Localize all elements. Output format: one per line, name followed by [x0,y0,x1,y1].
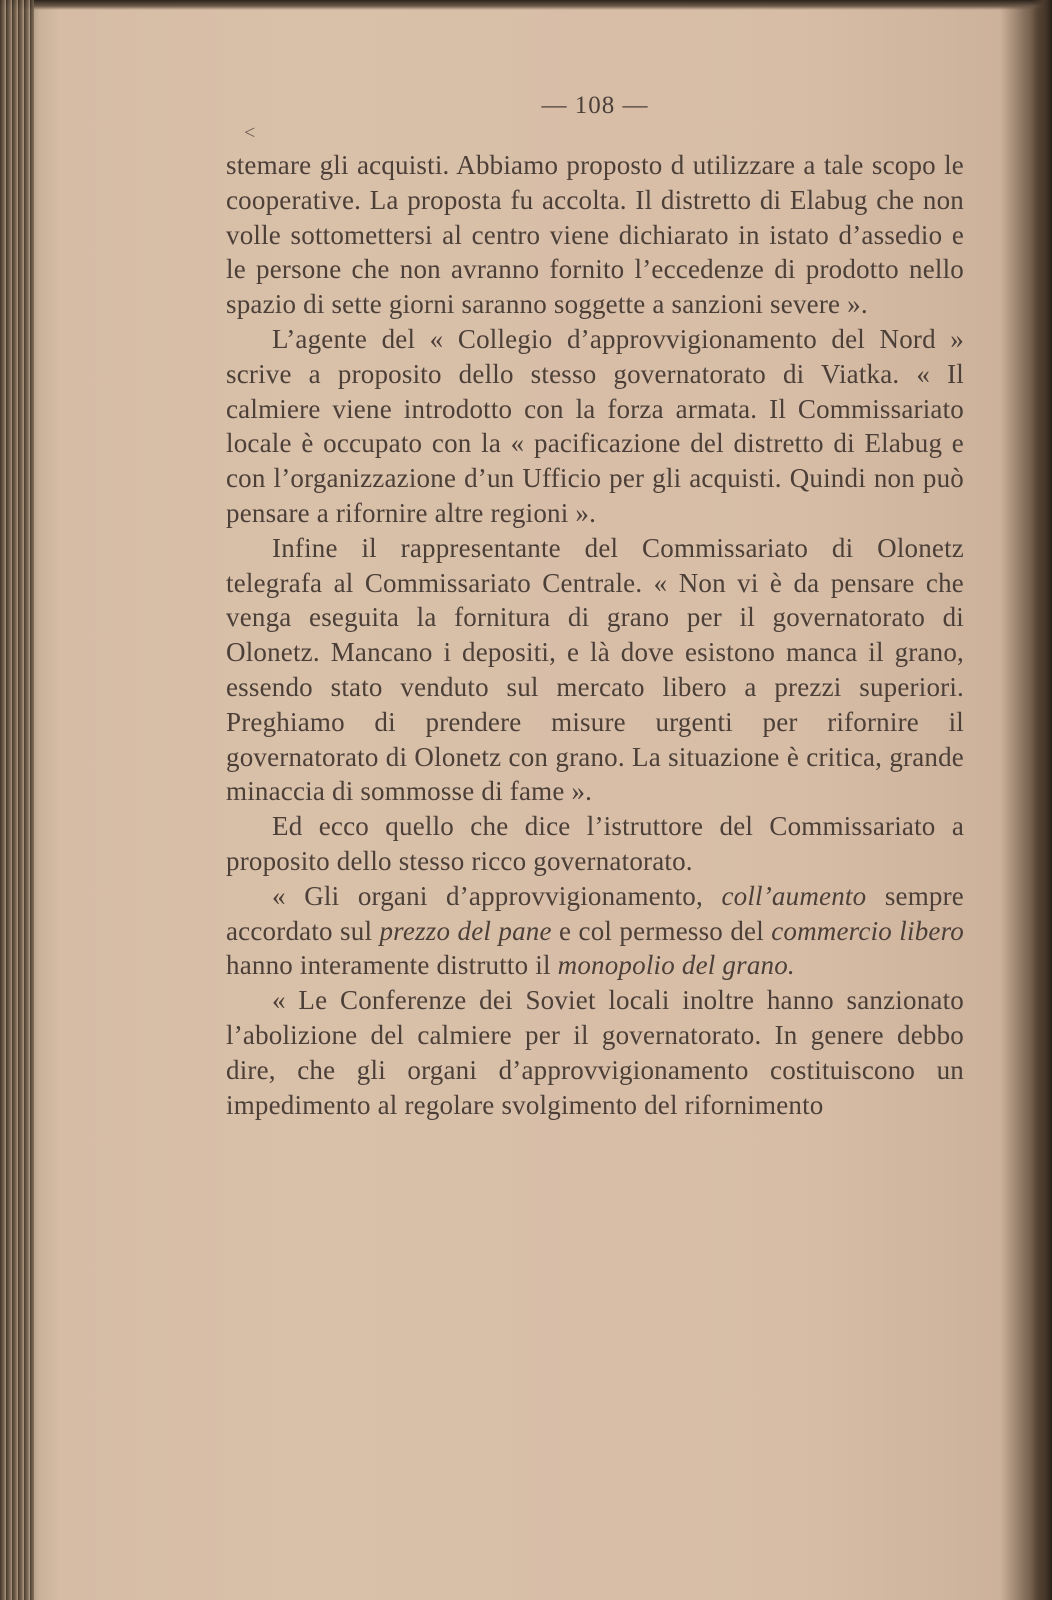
paragraph [226,322,964,531]
text-segment: Ed ecco quello che dice l’istruttore del Commissariato a proposito dello stesso ricco governatorato. [226,811,964,876]
text-segment: « Le Conferenze dei Soviet locali inoltre hanno sanzionato l’abolizione del calmiere per il governatorato. In genere debbo dire, che gli organi d’approvvigionamento costituiscono un impedimento al regolare svolgimento del rifornimento [226,985,964,1120]
paragraph [226,809,964,879]
page-top-edge [0,0,1052,10]
italic-text: coll’aumento [721,880,867,911]
paragraph [226,983,964,1122]
page-number: — 108 — [541,92,649,119]
italic-text: monopolio del grano. [557,950,795,981]
page-binding-edge [0,0,34,1600]
text-segment: hanno interamente distrutto il [226,950,558,981]
text-segment: sempre accordato sul [226,880,964,946]
text-segment: e col permesso del [551,915,772,946]
italic-text: commercio libero [771,915,964,946]
text-segment: Infine il rappresentante del Commissariato di Olonetz telegrafa al Commissariato Centrale. « Non vi è da pensare che venga eseguita la fornitura di grano per il governatorato di Olonetz. Mancano i depositi, e là dove esistono manca il grano, essendo stato venduto sul mercato libero a prezzi superiori. Preghiamo di prendere misure urgenti per rifornire il governatorato di Olonetz con grano. La situazione è critica, grande minaccia di sommosse di fame ». [226,532,964,807]
stray-mark: < [244,122,256,144]
paragraph-container [226,148,964,1122]
italic-text: prezzo del pane [379,915,552,946]
paragraph [226,148,964,322]
text-segment: « Gli organi d’approvvigionamento, [272,880,722,911]
paragraph [226,879,964,983]
paragraph [226,531,964,809]
text-segment: L’agente del « Collegio d’approvvigionamento del Nord » scrive a proposito dello stesso governatorato di Viatka. « Il calmiere viene introdotto con la forza armata. Il Commissariato locale è occupato con la « pacificazione del distretto di Elabug e con l’organizzazione d’un Ufficio per gli acquisti. Quindi non può pensare a rifornire altre regioni ». [226,323,964,528]
page-right-edge [1032,0,1052,1600]
text-segment: stemare gli acquisti. Abbiamo proposto d utilizzare a tale scopo le cooperative. La proposta fu accolta. Il distretto di Elabug che non volle sottomettersi al centro viene dichiarato in istato d’assedio e le persone che non avranno fornito l’eccedenze di prodotto nello spazio di sette giorni saranno soggette a sanzioni severe ». [226,150,964,320]
page-text [226,88,964,1122]
